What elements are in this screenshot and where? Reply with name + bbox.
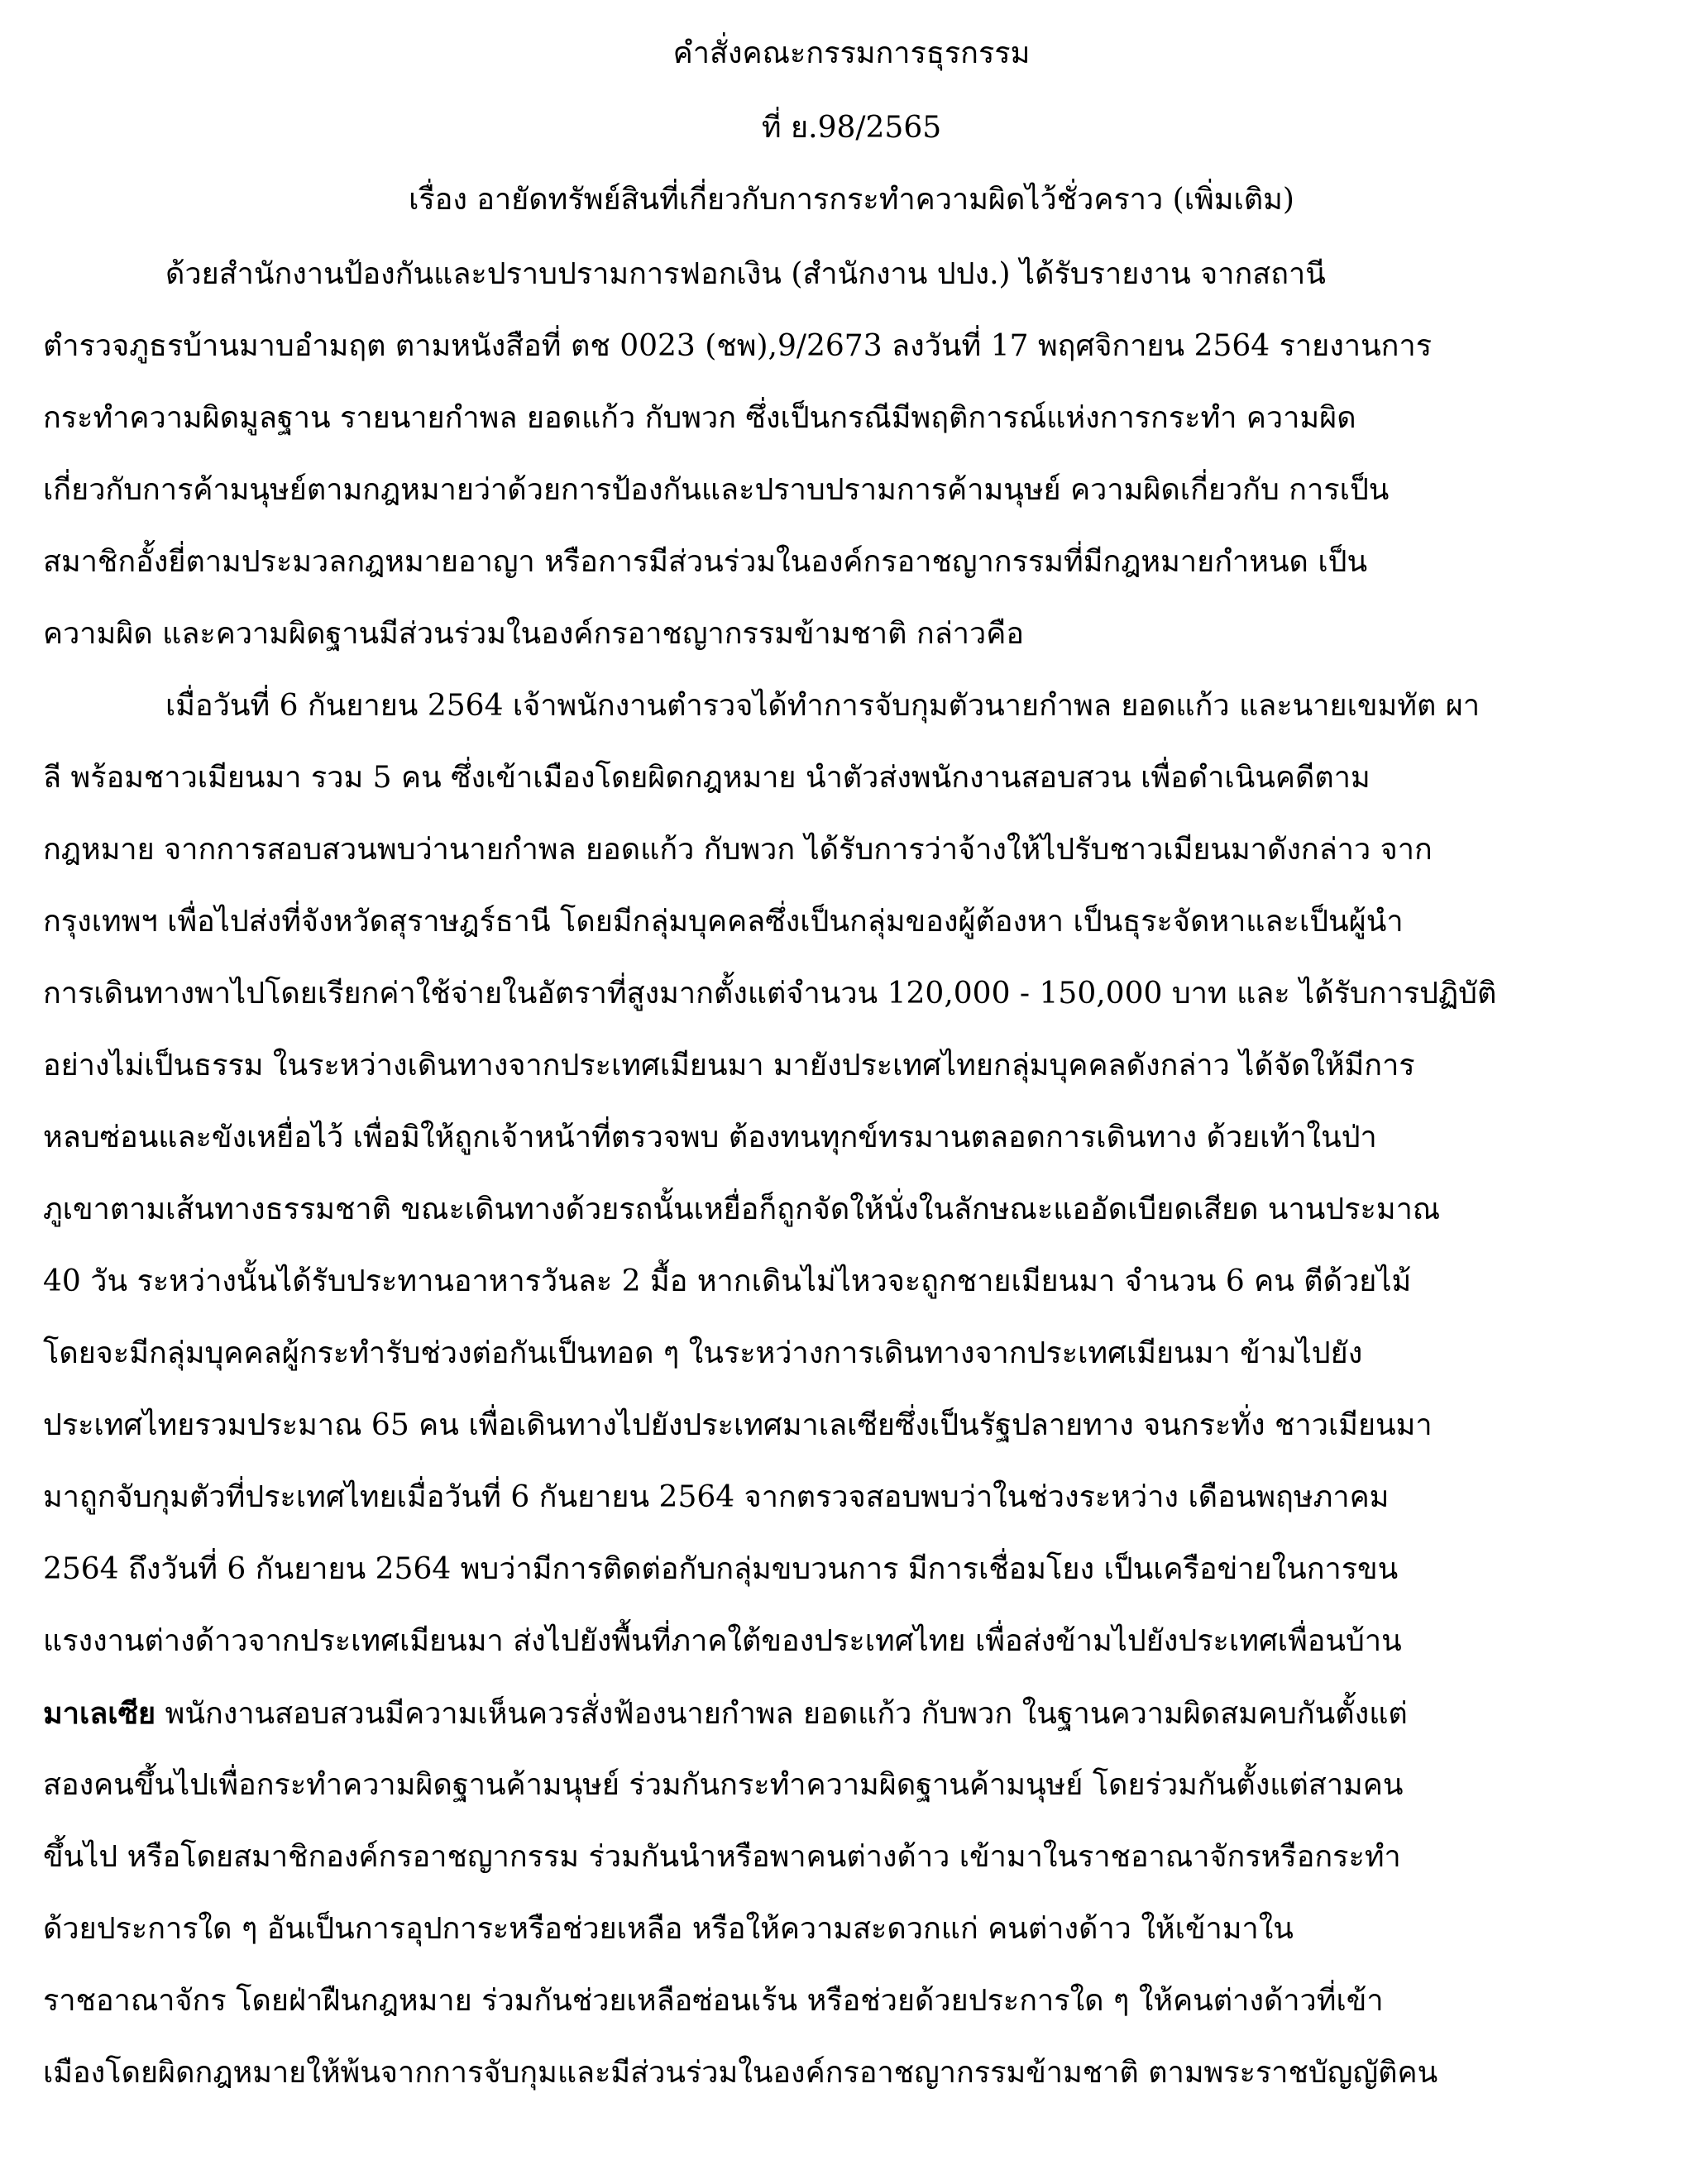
body-line: ประเทศไทยรวมประมาณ 65 คน เพื่อเดินทางไปยังประเทศมาเลเซียซึ่งเป็นรัฐปลายทาง จนกระทั่ง ชาวเมียนมา bbox=[43, 1408, 1433, 1442]
body-line: ด้วยประการใด ๆ อันเป็นการอุปการะหรือช่วยเหลือ หรือให้ความสะดวกแก่ คนต่างด้าว ให้เข้ามาใน bbox=[43, 1912, 1294, 1946]
body-line: ความผิด และความผิดฐานมีส่วนร่วมในองค์กรอาชญากรรมข้ามชาติ กล่าวคือ bbox=[43, 617, 1024, 651]
document-title: คำสั่งคณะกรรมการธุรกรรม bbox=[672, 36, 1031, 70]
body-line: อย่างไม่เป็นธรรม ในระหว่างเดินทางจากประเทศเมียนมา มายังประเทศไทยกลุ่มบุคคลดังกล่าว ได้จัดให้มีการ bbox=[43, 1049, 1415, 1082]
body-line: ด้วยสำนักงานป้องกันและปราบปรามการฟอกเงิน (สำนักงาน ปปง.) ได้รับรายงาน จากสถานี bbox=[165, 257, 1326, 291]
body-line: การเดินทางพาไปโดยเรียกค่าใช้จ่ายในอัตราที่สูงมากตั้งแต่จำนวน 120,000 - 150,000 บาท และ ได้รับการปฏิบัติ bbox=[43, 977, 1497, 1011]
body-line: ขึ้นไป หรือโดยสมาชิกองค์กรอาชญากรรม ร่วมกันนำหรือพาคนต่างด้าว เข้ามาในราชอาณาจักรหรือกระทำ bbox=[43, 1840, 1401, 1874]
bold-country-name: มาเลเซีย bbox=[43, 1696, 156, 1731]
body-line: เมืองโดยผิดกฎหมายให้พ้นจากการจับกุมและมีส่วนร่วมในองค์กรอาชญากรรมข้ามชาติ ตามพระราชบัญญัติคน bbox=[43, 2056, 1438, 2090]
body-line: ตำรวจภูธรบ้านมาบอำมฤต ตามหนังสือที่ ตช 0023 (ชพ),9/2673 ลงวันที่ 17 พฤศจิกายน 2564 รายงานการ bbox=[43, 329, 1433, 363]
body-line: มาถูกจับกุมตัวที่ประเทศไทยเมื่อวันที่ 6 กันยายน 2564 จากตรวจสอบพบว่าในช่วงระหว่าง เดือนพฤษภาคม bbox=[43, 1480, 1390, 1514]
body-line: 40 วัน ระหว่างนั้นได้รับประทานอาหารวันละ 2 มื้อ หากเดินไม่ไหวจะถูกชายเมียนมา จำนวน 6 คน ตีด้วยไม้ bbox=[43, 1264, 1412, 1298]
body-line: กรุงเทพฯ เพื่อไปส่งที่จังหวัดสุราษฎร์ธานี โดยมีกลุ่มบุคคลซึ่งเป็นกลุ่มของผู้ต้องหา เป็นธุระจัดหาและเป็นผู้นำ bbox=[43, 905, 1404, 939]
body-line: หลบซ่อนและขังเหยื่อไว้ เพื่อมิให้ถูกเจ้าหน้าที่ตรวจพบ ต้องทนทุกข์ทรมานตลอดการเดินทาง ด้วยเท้าในป่า bbox=[43, 1121, 1377, 1154]
body-line: แรงงานต่างด้าวจากประเทศเมียนมา ส่งไปยังพื้นที่ภาคใต้ของประเทศไทย เพื่อส่งข้ามไปยังประเทศเพื่อนบ้าน bbox=[43, 1624, 1402, 1658]
body-line: สมาชิกอั้งยี่ตามประมวลกฎหมายอาญา หรือการมีส่วนร่วมในองค์กรอาชญากรรมที่มีกฎหมายกำหนด เป็น bbox=[43, 545, 1368, 579]
document-number: ที่ ย.98/2565 bbox=[761, 111, 942, 145]
body-line-text: พนักงานสอบสวนมีความเห็นควรสั่งฟ้องนายกำพล ยอดแก้ว กับพวก ในฐานความผิดสมคบกันตั้งแต่ bbox=[155, 1697, 1408, 1731]
body-line: เมื่อวันที่ 6 กันยายน 2564 เจ้าพนักงานตำรวจได้ทำการจับกุมตัวนายกำพล ยอดแก้ว และนายเขมทัต ผา bbox=[165, 689, 1481, 723]
body-line: สองคนขึ้นไปเพื่อกระทำความผิดฐานค้ามนุษย์ ร่วมกันกระทำความผิดฐานค้ามนุษย์ โดยร่วมกันตั้งแต่สามคน bbox=[43, 1768, 1404, 1802]
body-line: โดยจะมีกลุ่มบุคคลผู้กระทำรับช่วงต่อกันเป็นทอด ๆ ในระหว่างการเดินทางจากประเทศเมียนมา ข้ามไปยัง bbox=[43, 1336, 1363, 1370]
body-line bbox=[43, 1689, 1408, 1739]
body-line: ภูเขาตามเส้นทางธรรมชาติ ขณะเดินทางด้วยรถนั้นเหยื่อก็ถูกจัดให้นั่งในลักษณะแออัดเบียดเสียด นานประมาณ bbox=[43, 1192, 1441, 1226]
document-subject: เรื่อง อายัดทรัพย์สินที่เกี่ยวกับการกระทำความผิดไว้ชั่วคราว (เพิ่มเติม) bbox=[409, 183, 1294, 217]
body-line: ราชอาณาจักร โดยฝ่าฝืนกฎหมาย ร่วมกันช่วยเหลือซ่อนเร้น หรือช่วยด้วยประการใด ๆ ให้คนต่างด้าวที่เข้า bbox=[43, 1984, 1384, 2018]
body-line: กฎหมาย จากการสอบสวนพบว่านายกำพล ยอดแก้ว กับพวก ได้รับการว่าจ้างให้ไปรับชาวเมียนมาดังกล่าว จาก bbox=[43, 833, 1433, 867]
body-line: 2564 ถึงวันที่ 6 กันยายน 2564 พบว่ามีการติดต่อกับกลุ่มขบวนการ มีการเชื่อมโยง เป็นเครือข่ายในการขน bbox=[43, 1552, 1399, 1586]
body-line: กระทำความผิดมูลฐาน รายนายกำพล ยอดแก้ว กับพวก ซึ่งเป็นกรณีมีพฤติการณ์แห่งการกระทำ ความผิด bbox=[43, 401, 1356, 435]
body-line: เกี่ยวกับการค้ามนุษย์ตามกฎหมายว่าด้วยการป้องกันและปราบปรามการค้ามนุษย์ ความผิดเกี่ยวกับ การเป็น bbox=[43, 473, 1390, 507]
body-line: ลี พร้อมชาวเมียนมา รวม 5 คน ซึ่งเข้าเมืองโดยผิดกฎหมาย นำตัวส่งพนักงานสอบสวน เพื่อดำเนินคดีตาม bbox=[43, 761, 1371, 795]
